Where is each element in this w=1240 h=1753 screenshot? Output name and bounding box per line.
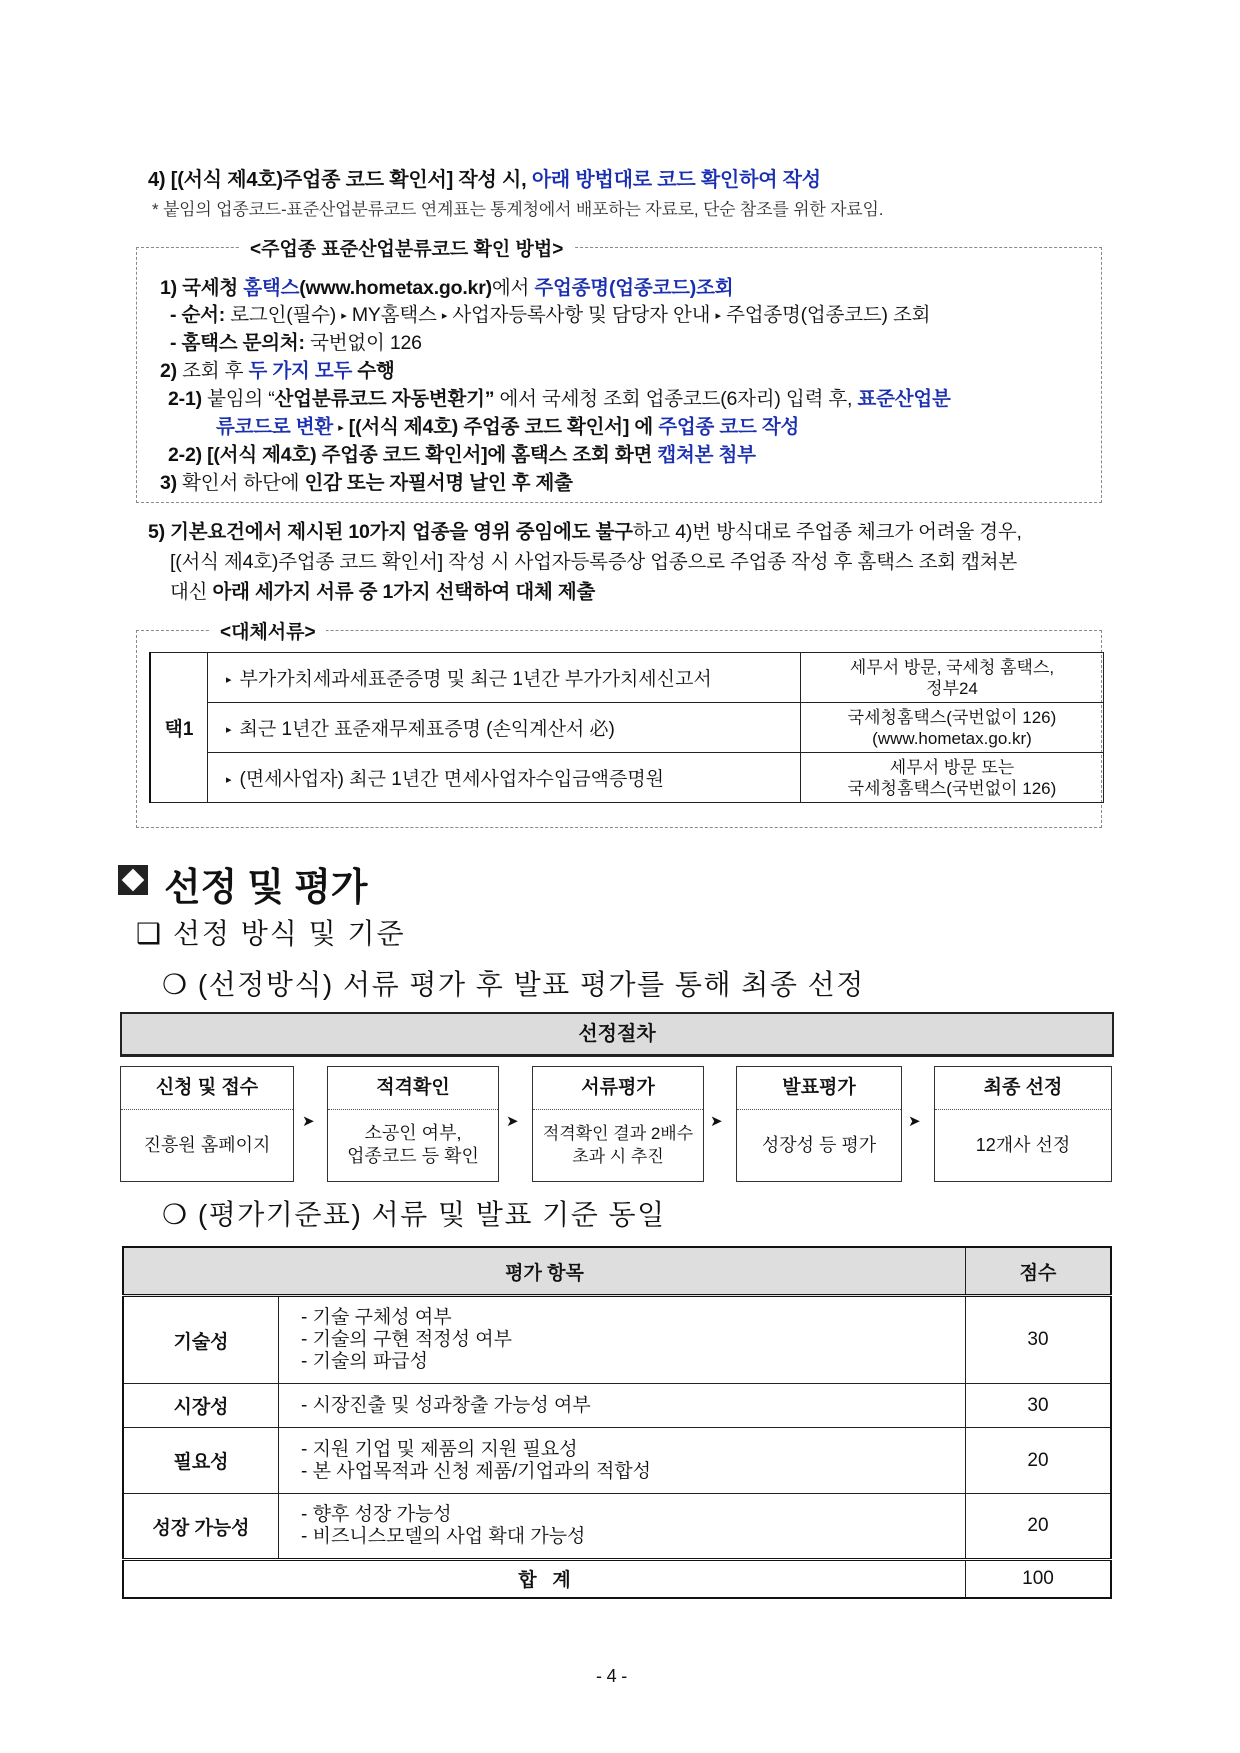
diamond-icon	[118, 865, 148, 895]
order-step: 사업자등록사항 및 담당자 안내	[447, 304, 716, 326]
triangle-icon: ▸	[341, 310, 347, 322]
item5-line3	[170, 576, 595, 604]
category-cell: 성장 가능성	[123, 1494, 279, 1560]
substitute-doc: ▸ 최근 1년간 표준재무제표증명 (손익계산서 必)	[208, 703, 801, 753]
process-title: 선정절차	[578, 1023, 656, 1045]
column-header-item: 평가 항목	[123, 1247, 966, 1296]
method-step3	[160, 467, 573, 495]
process-step-eligibility	[327, 1066, 499, 1182]
item4-highlight: 아래 방법대로 코드 확인하여 작성	[531, 169, 821, 191]
method-step1-label: 1) 국세청	[160, 277, 244, 299]
evaluation-criteria-label: ❍ (평가기준표)	[162, 1199, 372, 1230]
items-cell: - 지원 기업 및 제품의 지원 필요성 - 본 사업목적과 신청 제품/기업과의 적합성	[279, 1428, 966, 1494]
column-header-score: 점수	[966, 1247, 1112, 1296]
converter-name: 산업분류코드 자동변환기”	[274, 388, 495, 410]
table-row	[123, 1296, 1111, 1384]
triangle-icon: ▸	[441, 310, 448, 322]
item5-line1	[148, 516, 1022, 544]
triangle-icon: ▸	[338, 422, 344, 434]
process-title-bar	[120, 1012, 1114, 1057]
substitute-where: 세무서 방문 또는 국세청홈택스(국번없이 126)	[801, 753, 1104, 803]
score-cell: 20	[966, 1494, 1112, 1560]
page-number: - 4 -	[596, 1666, 628, 1686]
process-step-presentation	[736, 1066, 902, 1182]
hometax-url: (www.hometax.go.kr)	[299, 277, 492, 299]
table-row	[123, 1494, 1111, 1560]
hometax-link-text: 홈택스	[243, 277, 300, 299]
score-cell: 30	[966, 1384, 1112, 1428]
step2-highlight: 두 가지 모두	[248, 360, 353, 382]
method-step2-2	[168, 439, 756, 467]
choose-one-label: 택1	[150, 653, 208, 803]
step3-number: 3)	[160, 472, 183, 494]
items-cell: - 기술 구체성 여부 - 기술의 구현 적정성 여부 - 기술의 파급성	[279, 1296, 966, 1384]
step2-1-highlight2: 주업종 코드 작성	[658, 416, 800, 438]
table-row	[123, 1384, 1111, 1428]
triangle-icon: ▸	[715, 310, 721, 322]
table-row	[150, 703, 1104, 753]
step2-1-number: 2-1)	[168, 388, 208, 410]
order-step: 로그인(필수)	[230, 304, 342, 326]
item4-text: [(서식 제4호)주업종 코드 확인서] 작성 시,	[170, 169, 532, 191]
step-head: 신청 및 접수	[121, 1067, 293, 1110]
arrow-icon: ➤	[908, 1113, 921, 1130]
item4-line	[148, 163, 821, 192]
score-cell: 30	[966, 1296, 1112, 1384]
step-body: 소공인 여부, 업종코드 등 확인	[347, 1123, 479, 1166]
item5-text: 대신	[170, 581, 213, 603]
step3-text: 확인서 하단에	[182, 472, 305, 494]
order-step: MY홈택스	[346, 304, 442, 326]
substitute-where: 국세청홈택스(국번없이 126) (www.hometax.go.kr)	[801, 703, 1104, 753]
step2-1-highlight-cont: 류코드로 변환	[216, 416, 334, 438]
step2-2-text: 2-2) [(서식 제4호) 주업종 코드 확인서]에 홈택스 조회 화면	[168, 444, 658, 466]
category-cell: 시장성	[123, 1384, 279, 1428]
evaluation-criteria-bullet	[162, 1193, 666, 1233]
item5-line2: [(서식 제4호)주업종 코드 확인서] 작성 시 사업자등록증상 업종으로 주업종 작성 후 홈택스 조회 캡쳐본	[170, 551, 1017, 573]
method-step2-1	[168, 383, 951, 411]
method-step2	[160, 355, 395, 383]
items-cell: - 향후 성장 가능성 - 비즈니스모델의 사업 확대 가능성	[279, 1494, 966, 1560]
order-step: 주업종명(업종코드) 조회	[720, 304, 931, 326]
items-cell: - 시장진출 및 성과창출 가능성 여부	[279, 1384, 966, 1428]
table-row	[150, 653, 1104, 703]
selection-method-text: 서류 평가 후 발표 평가를 통해 최종 선정	[343, 969, 865, 1000]
substitute-table	[149, 652, 1104, 803]
item5-bold: 아래 세가지 서류 중 1가지 선택하여 대체 제출	[212, 581, 596, 603]
section-title: 선정 및 평가	[164, 867, 368, 909]
step2-1-text: 붙임의 “	[207, 388, 275, 410]
category-cell: 기술성	[123, 1296, 279, 1384]
contact-value: 국번없이 126	[310, 332, 422, 354]
table-row	[123, 1428, 1111, 1494]
item5-bold: 5) 기본요건에서 제시된 10가지 업종을 영위 중임에도 불구	[148, 521, 633, 543]
item4-number: 4)	[148, 169, 166, 191]
step2-number: 2)	[160, 360, 183, 382]
substitute-where: 세무서 방문, 국세청 홈택스, 정부24	[801, 653, 1104, 703]
step2-text: 조회 후	[182, 360, 249, 382]
total-score: 100	[966, 1560, 1112, 1598]
arrow-icon: ➤	[302, 1113, 315, 1130]
process-step-apply	[120, 1066, 294, 1182]
step2-2-highlight: 캡쳐본 첨부	[657, 444, 756, 466]
step-body: 적격확인 결과 2배수 초과 시 추진	[542, 1124, 694, 1166]
step-head: 발표평가	[737, 1067, 901, 1110]
item5-text: 하고 4)번 방식대로 주업종 체크가 어려울 경우,	[632, 521, 1022, 543]
table-row	[150, 753, 1104, 803]
method-step1-suffix: 에서	[491, 277, 535, 299]
arrow-icon: ➤	[710, 1113, 723, 1130]
step2-1-highlight: 표준산업분	[857, 388, 951, 410]
substitute-doc: ▸ (면세사업자) 최근 1년간 면세사업자수입금액증명원	[208, 753, 801, 803]
score-cell: 20	[966, 1428, 1112, 1494]
method-box-title: <주업종 표준산업분류코드 확인 방법>	[240, 234, 573, 261]
step-head: 적격확인	[328, 1067, 498, 1110]
step-body: 성장성 등 평가	[761, 1134, 877, 1155]
step2-1-form: [(서식 제4호) 주업종 코드 확인서] 에	[343, 416, 659, 438]
selection-method-bullet	[162, 963, 865, 1003]
method-contact	[170, 327, 422, 355]
category-cell: 필요성	[123, 1428, 279, 1494]
method-step1	[160, 272, 733, 300]
item4-note: * 붙임의 업종코드-표준산업분류코드 연계표는 통계청에서 배포하는 자료로, 단순 참조를 위한 자료임.	[152, 200, 884, 219]
method-order	[170, 299, 930, 327]
evaluation-table	[122, 1246, 1112, 1599]
substitute-box-title: <대체서류>	[210, 617, 326, 644]
step2-suffix: 수행	[352, 360, 395, 382]
contact-label: - 홈택스 문의처:	[170, 332, 311, 354]
step-body: 진흥원 홈페이지	[143, 1134, 271, 1155]
order-label: - 순서:	[170, 304, 231, 326]
selection-method-label: ❍ (선정방식)	[162, 969, 344, 1000]
method-step1-highlight: 주업종명(업종코드)조회	[534, 277, 734, 299]
total-label: 합 계	[123, 1560, 966, 1598]
method-step2-1-cont	[216, 411, 799, 439]
process-step-document	[532, 1066, 704, 1182]
step-head: 최종 선정	[935, 1067, 1111, 1110]
table-header-row	[123, 1247, 1111, 1296]
step-body: 12개사 선정	[975, 1134, 1071, 1155]
table-total-row	[123, 1560, 1111, 1598]
evaluation-criteria-text: 서류 및 발표 기준 동일	[371, 1199, 666, 1230]
step2-1-text2: 에서 국세청 조회 업종코드(6자리) 입력 후,	[494, 388, 858, 410]
section-subtitle: ❑ 선정 방식 및 기준	[136, 918, 406, 949]
process-step-final	[934, 1066, 1112, 1182]
step-head: 서류평가	[533, 1067, 703, 1110]
substitute-doc: ▸ 부가가치세과세표준증명 및 최근 1년간 부가가치세신고서	[208, 653, 801, 703]
arrow-icon: ➤	[506, 1113, 519, 1130]
step3-highlight: 인감 또는 자필서명 날인 후 제출	[304, 472, 573, 494]
